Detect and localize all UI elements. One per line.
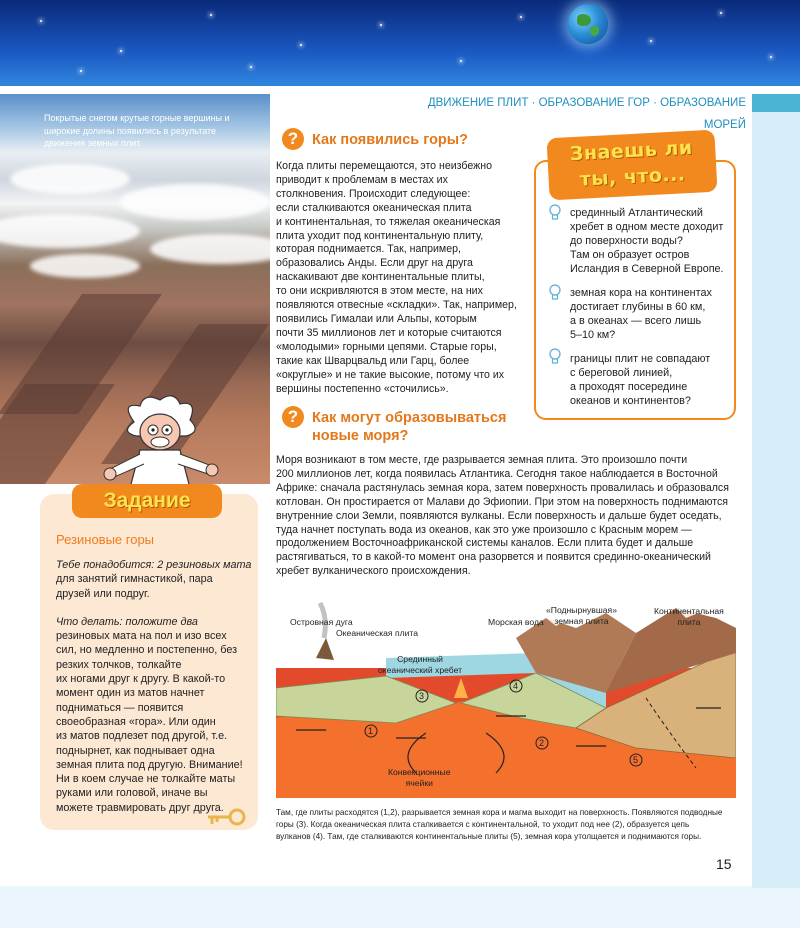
question-icon: ? xyxy=(282,406,304,428)
lightbulb-icon xyxy=(548,204,562,222)
right-margin-band xyxy=(752,112,800,888)
page-number: 15 xyxy=(716,856,732,872)
did-you-know-title: Знаешь ли ты, что... xyxy=(546,130,717,201)
key-icon xyxy=(204,806,246,828)
globe-icon xyxy=(568,4,608,44)
photo-caption: Покрытые снегом крутые горные вершины и широкие долины появились в результате движения земных плит. xyxy=(44,113,230,148)
label-oceanic-plate: Океаническая плита xyxy=(336,628,419,638)
fact-crust-depth: земная кора на континентах достигает глубины в 60 км, а в океанах — всего лишь 5–10 км? xyxy=(570,287,712,341)
topic-bar-edge xyxy=(752,94,800,112)
lightbulb-icon xyxy=(548,284,562,302)
label-continental-plate: Континентальная плита xyxy=(654,606,724,627)
label-convection-cells: Конвекционные ячейки xyxy=(388,767,451,788)
fact-iceland: срединный Атлантический хребет в одном месте доходит до поверхности воды? Там он образует остров Исландия в Северной Европе. xyxy=(570,207,724,275)
section-text-seas: Моря возникают в том месте, где разрывается земная плита. Это произошло почти 200 миллионов лет, когда появилась Атлантика. Сегодня такое наблюдается в Восточной Африке: сначала растянулась земная кора, затем поверхность провалилась и образовался котлован. Он простирается от Малави до Эфиопии. При этом на поверхность поднимаются внутренние слои Земли, появляются вулканы. Если поверхность и дальше будет оседать, туда начнет поступать вода из океанов, как это уже произошло с Красным морем — продолжением Восточноафриканской системы каналов. Если плита будет и дальше растягиваться, то в какой-то момент она разорвется и появится срединно-океанический хребет вулканического происхождения. xyxy=(276,454,729,578)
diagram-number: 5 xyxy=(633,755,639,765)
diagram-caption: Там, где плиты расходятся (1,2), разрывается земная кора и магма выходит на поверхность. Появляются подводные горы (3). Когда океаническая плита сталкивается с континентальной, то уходит под нее (2), образуется цепь вулканов (4). Там, где сталкиваются континентальные плиты (5), земная кора утолщается и поднимаются горы. xyxy=(276,808,723,842)
topic-bar: ДВИЖЕНИЕ ПЛИТ · ОБРАЗОВАНИЕ ГОР · ОБРАЗОВАНИЕ МОРЕЙ xyxy=(427,97,746,131)
fact-plate-boundaries: границы плит не совпадают с береговой линией, а проходят посередине океанов и континентов? xyxy=(570,353,711,407)
lightbulb-icon xyxy=(548,348,562,366)
section-text-mountains: Когда плиты перемещаются, это неизбежно приводит к проблемам в местах их столкновения. Происходит следующее: если сталкиваются океаническая плита и континентальная, то тяжелая океаническая плита уходит под континентальную плиту, которая поднимается. Так, например, образовались Анды. Если друг на друга наскакивают две континентальные плиты, то они искривляются в этом месте, на них появляются отвесные «складки». Так, например, появились Гималаи или Альпы, которым почти 35 миллионов лет и которые считаются «молодыми» горными цепями. Старые горы, такие как Шварцвальд или Гарц, более «округлые» и не такие высокие, потому что их вершины постепенно «сточились». xyxy=(276,160,517,395)
diagram-number: 2 xyxy=(539,738,545,748)
task-subtitle: Резиновые горы xyxy=(56,532,155,547)
section-heading-seas: Как могут образовываться новые моря? xyxy=(312,410,507,444)
task-text: Тебе понадобится: 2 резиновых мата для занятий гимнастикой, пара друзей или подруг. Что делать: положите два резиновых мата на пол и изо всех сил, но медленно и постепенно, без резких толчков, толкайте их ногами друг к другу. В какой-то момент один из матов начнет подниматься — появится своеобразная «гора». Или один из матов подлезет под другой, т.е. поднырнет, как поднывает одна земная плита под другую. Внимание! Ни в коем случае не толкайте маты руками или головой, иначе вы можете травмировать друг друга. xyxy=(56,559,252,814)
diagram-number: 4 xyxy=(513,681,519,691)
section-heading-mountains: Как появились горы? xyxy=(312,132,469,148)
label-island-arc: Островная дуга xyxy=(290,617,353,627)
diagram-number: 1 xyxy=(368,726,374,736)
label-sea-water: Морская вода xyxy=(488,617,544,627)
label-subducted-plate: «Поднырнувшая» земная плита xyxy=(546,605,617,626)
scientist-character-illustration xyxy=(100,392,220,492)
task-tab: Задание xyxy=(72,484,222,518)
question-icon: ? xyxy=(282,128,304,150)
label-mid-ocean-ridge: Срединный океанический хребет xyxy=(378,654,463,675)
diagram-number: 3 xyxy=(419,691,425,701)
space-banner xyxy=(0,0,800,86)
